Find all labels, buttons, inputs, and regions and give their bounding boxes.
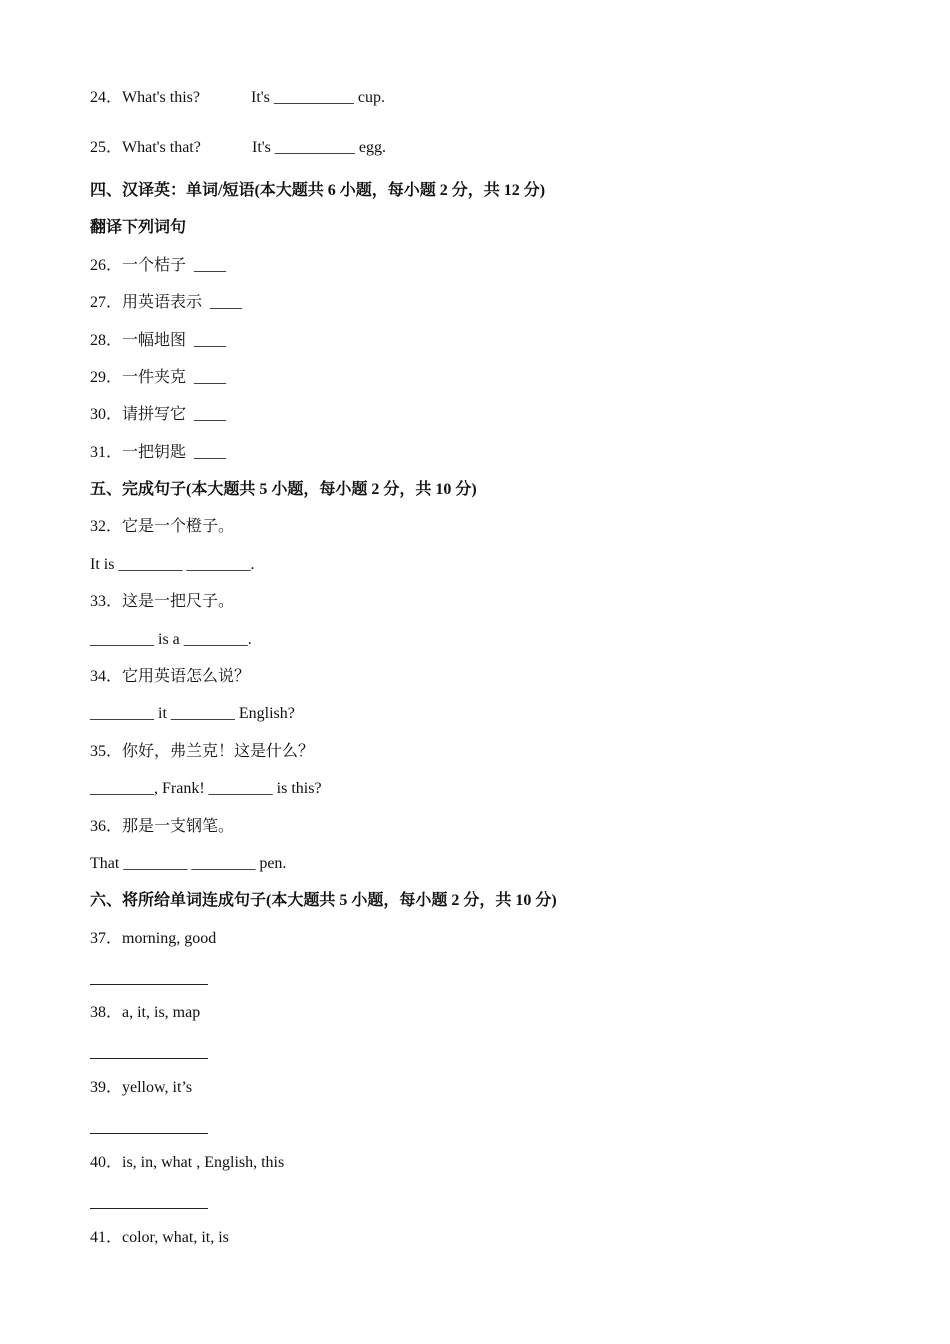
answer-line-33: ________ is a ________. bbox=[90, 631, 252, 648]
answer-line-36: That ________ ________ pen. bbox=[90, 855, 287, 872]
answer-24: It's __________ cup. bbox=[251, 89, 385, 106]
answer-rule-37 bbox=[90, 984, 208, 985]
question-24: 24．What's this? bbox=[90, 89, 200, 106]
answer-rule-39 bbox=[90, 1133, 208, 1134]
question-31: 31．一把钥匙 ____ bbox=[90, 444, 227, 461]
answer-rule-38 bbox=[90, 1058, 208, 1059]
question-30: 30．请拼写它 ____ bbox=[90, 406, 227, 423]
question-34: 34．它用英语怎么说？ bbox=[90, 668, 251, 685]
question-37: 37．morning, good bbox=[90, 930, 217, 947]
question-40: 40．is, in, what , English, this bbox=[90, 1154, 285, 1171]
answer-25: It's __________ egg. bbox=[252, 139, 386, 156]
section-6-heading: 六、将所给单词连成句子(本大题共 5 小题，每小题 2 分，共 10 分) bbox=[90, 892, 557, 909]
question-35: 35．你好，弗兰克！这是什么？ bbox=[90, 743, 315, 760]
question-39: 39．yellow, it’s bbox=[90, 1079, 193, 1096]
question-36: 36．那是一支钢笔。 bbox=[90, 818, 235, 835]
section-4-instruction: 翻译下列词句 bbox=[90, 219, 187, 236]
question-33: 33．这是一把尺子。 bbox=[90, 593, 235, 610]
question-29: 29．一件夹克 ____ bbox=[90, 369, 227, 386]
answer-line-35: ________, Frank! ________ is this? bbox=[90, 780, 322, 797]
section-5-heading: 五、完成句子(本大题共 5 小题，每小题 2 分，共 10 分) bbox=[90, 481, 477, 498]
question-28: 28．一幅地图 ____ bbox=[90, 332, 227, 349]
question-27: 27．用英语表示 ____ bbox=[90, 294, 243, 311]
answer-rule-40 bbox=[90, 1208, 208, 1209]
question-38: 38．a, it, is, map bbox=[90, 1004, 201, 1021]
question-25: 25．What's that? bbox=[90, 139, 201, 156]
answer-line-34: ________ it ________ English? bbox=[90, 705, 295, 722]
question-32: 32．它是一个橙子。 bbox=[90, 518, 235, 535]
answer-line-32: It is ________ ________. bbox=[90, 556, 255, 573]
question-41: 41．color, what, it, is bbox=[90, 1229, 229, 1246]
section-4-heading: 四、汉译英：单词/短语(本大题共 6 小题，每小题 2 分，共 12 分) bbox=[90, 182, 546, 199]
question-26: 26．一个桔子 ____ bbox=[90, 257, 227, 274]
